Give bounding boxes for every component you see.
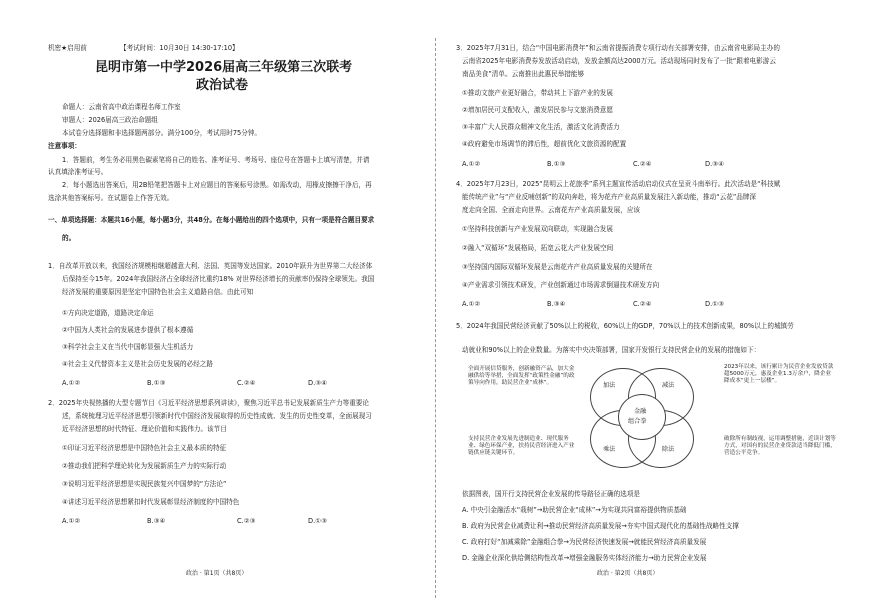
q2-stem-1: 2．2025年央视热播的大型专题节目《习近平经济思想系列讲读》，聚焦习近平总书记发展新质生产力等重要论 [48,399,369,407]
q2-item-1: ①印证习近平经济思想是中国特色社会主义最本质的特征 [62,444,227,452]
q1-item-2: ②中国为人类社会的发展进步提供了根本遵循 [62,326,194,334]
q5-stem-2: 动就业和90%以上的企业数量。为落实中央决策部署，国家开发银行支持民营企业的发展的措施如下： [462,346,761,354]
section-heading-end: 的。 [62,234,76,242]
q1-stem-2: 后保持至今15年。2024年我国经济占全球经济比重约18% 对世界经济增长的贡献率仍保持全球领先。我国 [62,275,375,283]
q2-option-a[interactable]: A.①② [62,517,81,525]
secret-tag: 机密★启用前 [48,44,87,52]
diagram-box-top-right: 2023年以来，该行累计为民营企业发放贷款超5000万元，惠及企业1.3万余户，降企业降成本“更上一层楼”。 [724,364,834,385]
petal-label-multiply: 乘法 [603,446,616,453]
q4-item-1: ①坚持科技创新与产业发展双向联动，实现融合发展 [462,225,613,233]
q2-option-b[interactable]: B.③④ [147,517,166,525]
q2-item-3: ③说明习近平经济思想是实现民族复兴中国梦的“方法论” [62,480,227,488]
q4-stem-2: 能传统产业”与“产业反哺创新”的双向奔赴，将为花卉产业高质量发展注入新动能，推动“云花”品牌深 [462,193,757,201]
q1-option-a[interactable]: A.①② [62,379,81,387]
q4-option-d[interactable]: D.①③ [705,300,724,308]
proposer: 命题人：云南省高中政治课程名师工作室 [62,103,181,111]
q3-option-a[interactable]: A.①② [462,160,481,168]
q3-item-4: ④政府避免市场调节的滞后性，超前优化文旅资源的配置 [462,140,627,148]
notice-2b: 选涂其他答案标号。在试题卷上作答无效。 [48,194,174,202]
q3-option-c[interactable]: C.②④ [633,160,652,168]
notice-2a: 2．每小题选出答案后，用2B铅笔把答题卡上对应题目的答案标号涂黑。如需改动，用橡皮擦擦干净后，再 [62,181,372,189]
q5-option-a[interactable]: A. 中央引金融活水“栽树”→助民营企业“成林”→为实现共同富裕提供物质基础 [462,506,687,514]
paper-info: 本试卷分选择题和非选择题两部分。满分100分，考试用时75分钟。 [62,129,262,137]
reviewer: 审题人：2026届高三政治命题组 [62,116,158,124]
q3-option-d[interactable]: D.③④ [705,160,724,168]
q5-option-b[interactable]: B. 政府为民营企业减费让利→推动民营经济高质量发展→夯实中国式现代化的基础性战略性支撑 [462,522,739,530]
diagram-box-bottom-right: 破除所有制歧视，运用调整措施，近读计划等方式，对国有的民营企业贷款适当降低门槛，营造公平竞争。 [724,436,836,457]
exam-time: 【考试时间：10月30日 14:30-17:10】 [120,44,239,52]
petal-label-add: 加法 [603,382,616,389]
q1-option-d[interactable]: D.③④ [308,379,327,387]
q1-stem-1: 1．自改革开放以来，我国经济规模相继超越意大利、法国、英国等发达国家。2010年跃升为世界第二大经济体 [48,262,373,270]
notice-1a: 1．答题前，考生务必用黑色碳素笔将自己的姓名、准考证号、考场号、座位号在答题卡上填写清楚，并请 [62,156,370,164]
q2-option-c[interactable]: C.②③ [237,517,256,525]
page-footer: 政治 · 第1页（共8页） [186,570,248,577]
q1-item-1: ①方向决定道路，道路决定命运 [62,309,154,317]
q2-item-2: ②推动我们把科学理论转化为发展新质生产力的实际行动 [62,462,227,470]
center-label-2: 组合拳 [628,418,647,425]
q3-stem-3: 南品美食”清单。云南推出此惠民举措能够 [462,70,585,78]
diagram-box-top-left: 全面开展信贷服务，创新融资产品，加大金融供给等举措，全面发挥“政策性金融”的政策导向作用，助民营企业“成林”。 [468,366,575,387]
exam-subject: 政治试卷 [196,78,249,93]
q3-item-3: ③丰富广大人民群众精神文化生活，激活文化消费活力 [462,123,620,131]
q4-item-2: ②融入“双循环”发展格局，拓宽云花大产业发展空间 [462,244,614,252]
petal-label-divide: 除法 [662,446,675,453]
q5-option-d[interactable]: D. 金融企业深化供给侧结构性改革→增强金融服务实体经济能力→助力民营企业发展 [462,554,707,562]
diagram-box-bottom-left: 支持民营企业发展先进制造业、现代服务业、绿色环保产业，扶持民营经济进入产业链供应链关键环节。 [468,436,575,457]
q5-option-c[interactable]: C. 政府打好“加减乘除”金融组合拳→为民营经济快速发展→就能民营经济高质量发展 [462,538,707,546]
page-footer: 政治 · 第2页（共8页） [597,570,659,577]
q3-stem-2: 云南省2025年电影消费券发放活动启动，发放金额高达2000万元。活动现场同时发布了一批“跟着电影游云 [462,57,776,65]
q2-stem-2: 述，系统梳理习近平经济思想引领新时代中国经济发展取得的历史性成就、发生的历史性变革，全面展现习 [62,412,372,420]
q4-stem-3: 度走向全国、全面走向世界。云南花卉产业高质量发展，应该 [462,206,641,214]
q2-stem-3: 近平经济思想的时代特征、理论价值和实践伟力。该节目 [62,425,227,433]
q3-stem-1: 3．2025年7月31日，结合“中国电影消费年”和云南省提振消费专项行动有关部署安排，由云南省电影局主办的 [456,44,780,52]
notice-1b: 认真填涂准考证号。 [48,168,108,176]
q3-item-2: ②增加居民可支配收入，激发居民参与文旅消费意愿 [462,106,613,114]
exam-title: 昆明市第一中学2026届高三年级第三次联考 [95,60,353,75]
q5-question: 依据图表，国开行支持民营企业发展的传导路径正确的选项是 [462,490,641,498]
q1-option-c[interactable]: C.②④ [237,379,256,387]
finance-combo-diagram [462,362,850,482]
center-label-1: 金融 [634,408,647,415]
q4-option-b[interactable]: B.③④ [547,300,566,308]
q4-option-c[interactable]: C.②④ [633,300,652,308]
notice-heading: 注意事项： [48,142,81,150]
q1-item-4: ④社会主义代替资本主义是社会历史发展的必经之路 [62,360,213,368]
q2-item-4: ④讲述习近平经济思想紧扣时代发展彰显经济制度的中国特色 [62,498,240,506]
q1-item-3: ③科学社会主义在当代中国彰显强大生机活力 [62,343,194,351]
q4-option-a[interactable]: A.①② [462,300,481,308]
exam-page-2 [437,0,870,615]
q2-option-d[interactable]: D.①③ [308,517,327,525]
q3-option-b[interactable]: B.①③ [547,160,566,168]
petal-label-subtract: 减法 [662,382,675,389]
section-heading: 一、单项选择题：本题共16小题，每小题3分，共48分。在每小题给出的四个选项中，只有一项是符合题目要求 [48,216,375,224]
q1-option-b[interactable]: B.①③ [147,379,166,387]
q3-item-1: ①推动文旅产业更好融合，带动其上下游产业的发展 [462,89,613,97]
q4-stem-1: 4．2025年7月23日，2025“昆明云上花旅季”系列主题宣传活动启动仪式在呈贡斗南举行。此次活动是“科技赋 [456,180,781,188]
q1-stem-3: 经济发展的重要原因是坚定中国特色社会主义道路自信。由此可知 [62,288,254,296]
q4-item-3: ③坚持国内国际双循环发展是云南花卉产业高质量发展的关键所在 [462,263,653,271]
q4-item-4: ④产业需求引领技术研发，产业创新通过市场需求倒逼技术研发方向 [462,281,660,289]
q5-stem-1: 5．2024年我国民营经济贡献了50%以上的税收，60%以上的GDP，70%以上的技术创新成果，80%以上的城镇劳 [456,322,794,330]
